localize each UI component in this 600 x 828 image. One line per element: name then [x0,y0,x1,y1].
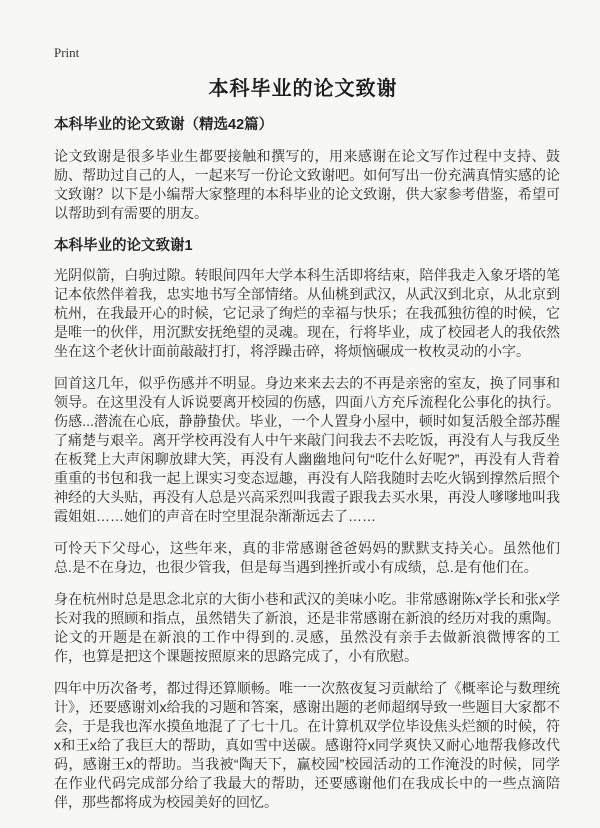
section-heading: 本科毕业的论文致谢1 [54,238,193,254]
paragraphs-container [54,266,560,812]
intro-paragraph: 论文致谢是很多毕业生都要接触和撰写的，用来感谢在论文写作过程中支持、鼓励、帮助过自己的人，一起来写一份论文致谢吧。如何写出一份充满真情实感的论文致谢？以下是小编帮大家整理的本科毕业的论文致谢，供大家参考借鉴，希望可以帮助到有需要的朋友。 [54,148,560,221]
body-paragraph: 四年中历次备考，都过得还算顺畅。唯一一次熬夜复习贡献给了《概率论与数理统计》，还要感谢刘x给我的习题和答案，感谢出题的老师超纲导致一些题目大家都不会，于是我也浑水摸鱼地混了了七十几。在计算机双学位毕设焦头烂额的时候，符x和王x给了我巨大的帮助，真如雪中送碳。感谢符x同学爽快又耐心地帮我修改代码，感谢王x的帮助。当我被“陶天下，赢校园”校园活动的工作淹没的时候，同学在作业代码完成部分给了我最大的帮助，还要感谢他们在我成长中的一些点滴陪伴，那些都将成为校园美好的回忆。 [54,680,560,810]
body-paragraph: 身在杭州时总是思念北京的大街小巷和武汉的美味小吃。非常感谢陈x学长和张x学长对我的照顾和指点，虽然错失了新浪，还是非常感谢在新浪的经历对我的熏陶。论文的开题是在新浪的工作中得到的.灵感，虽然没有亲手去做新浪微博客的工作，也算是把这个课题按照原来的思路完成了，小有欣慰。 [54,591,560,664]
body-paragraph: 回首这几年，似乎伤感并不明显。身边来来去去的不再是亲密的室友，换了同事和领导。在这里没有人诉说要离开校园的伤感，四面八方充斥流程化公事化的执行。伤感...潜流在心底，静静蛰伏。毕业，一个人置身小屋中，顿时如复活般全部苏醒了痛楚与艰辛。离开学校再没有人中午来敲门问我去不去吃饭，再没有人与我反坐在板凳上大声闲聊放肆大笑，再没有人幽幽地问句“吃什么好呢?”，再没有人背着重重的书包和我一起上课实习变态逗趣，再没有人陪我随时去吃火锅到撑然后照个神经的大头贴，再没有人总是兴高采烈叫我霞子跟我去买水果，再没人嗲嗲地叫我霞姐姐……她们的声音在时空里混杂渐渐远去了…… [54,375,560,524]
page-subtitle: 本科毕业的论文致谢（精选42篇） [54,117,274,133]
page-title: 本科毕业的论文致谢 [208,78,398,100]
print-link[interactable]: Print [54,45,80,60]
body-paragraph: 光阴似箭，白驹过隙。转眼间四年大学本科生活即将结束，陪伴我走入象牙塔的笔记本依然伴着我，忠实地书写全部情绪。从仙桃到武汉，从武汉到北京，从北京到杭州，在我最开心的时候，它记录了绚烂的幸福与快乐；在我孤独彷徨的时候，它是唯一的伙伴，用沉默安抚绝望的灵魂。现在，行将毕业，成了校园老人的我依然坐在这个老伙计面前敲敲打打，将浮躁击碎，将烦恼碾成一枚枚灵动的小字。 [54,267,560,359]
body-paragraph: 可怜天下父母心，这些年来，真的非常感谢爸爸妈妈的默默支持关心。虽然他们总.是不在身边，也很少管我，但是每当遇到挫折或小有成绩，总.是有他们在。 [54,540,560,575]
